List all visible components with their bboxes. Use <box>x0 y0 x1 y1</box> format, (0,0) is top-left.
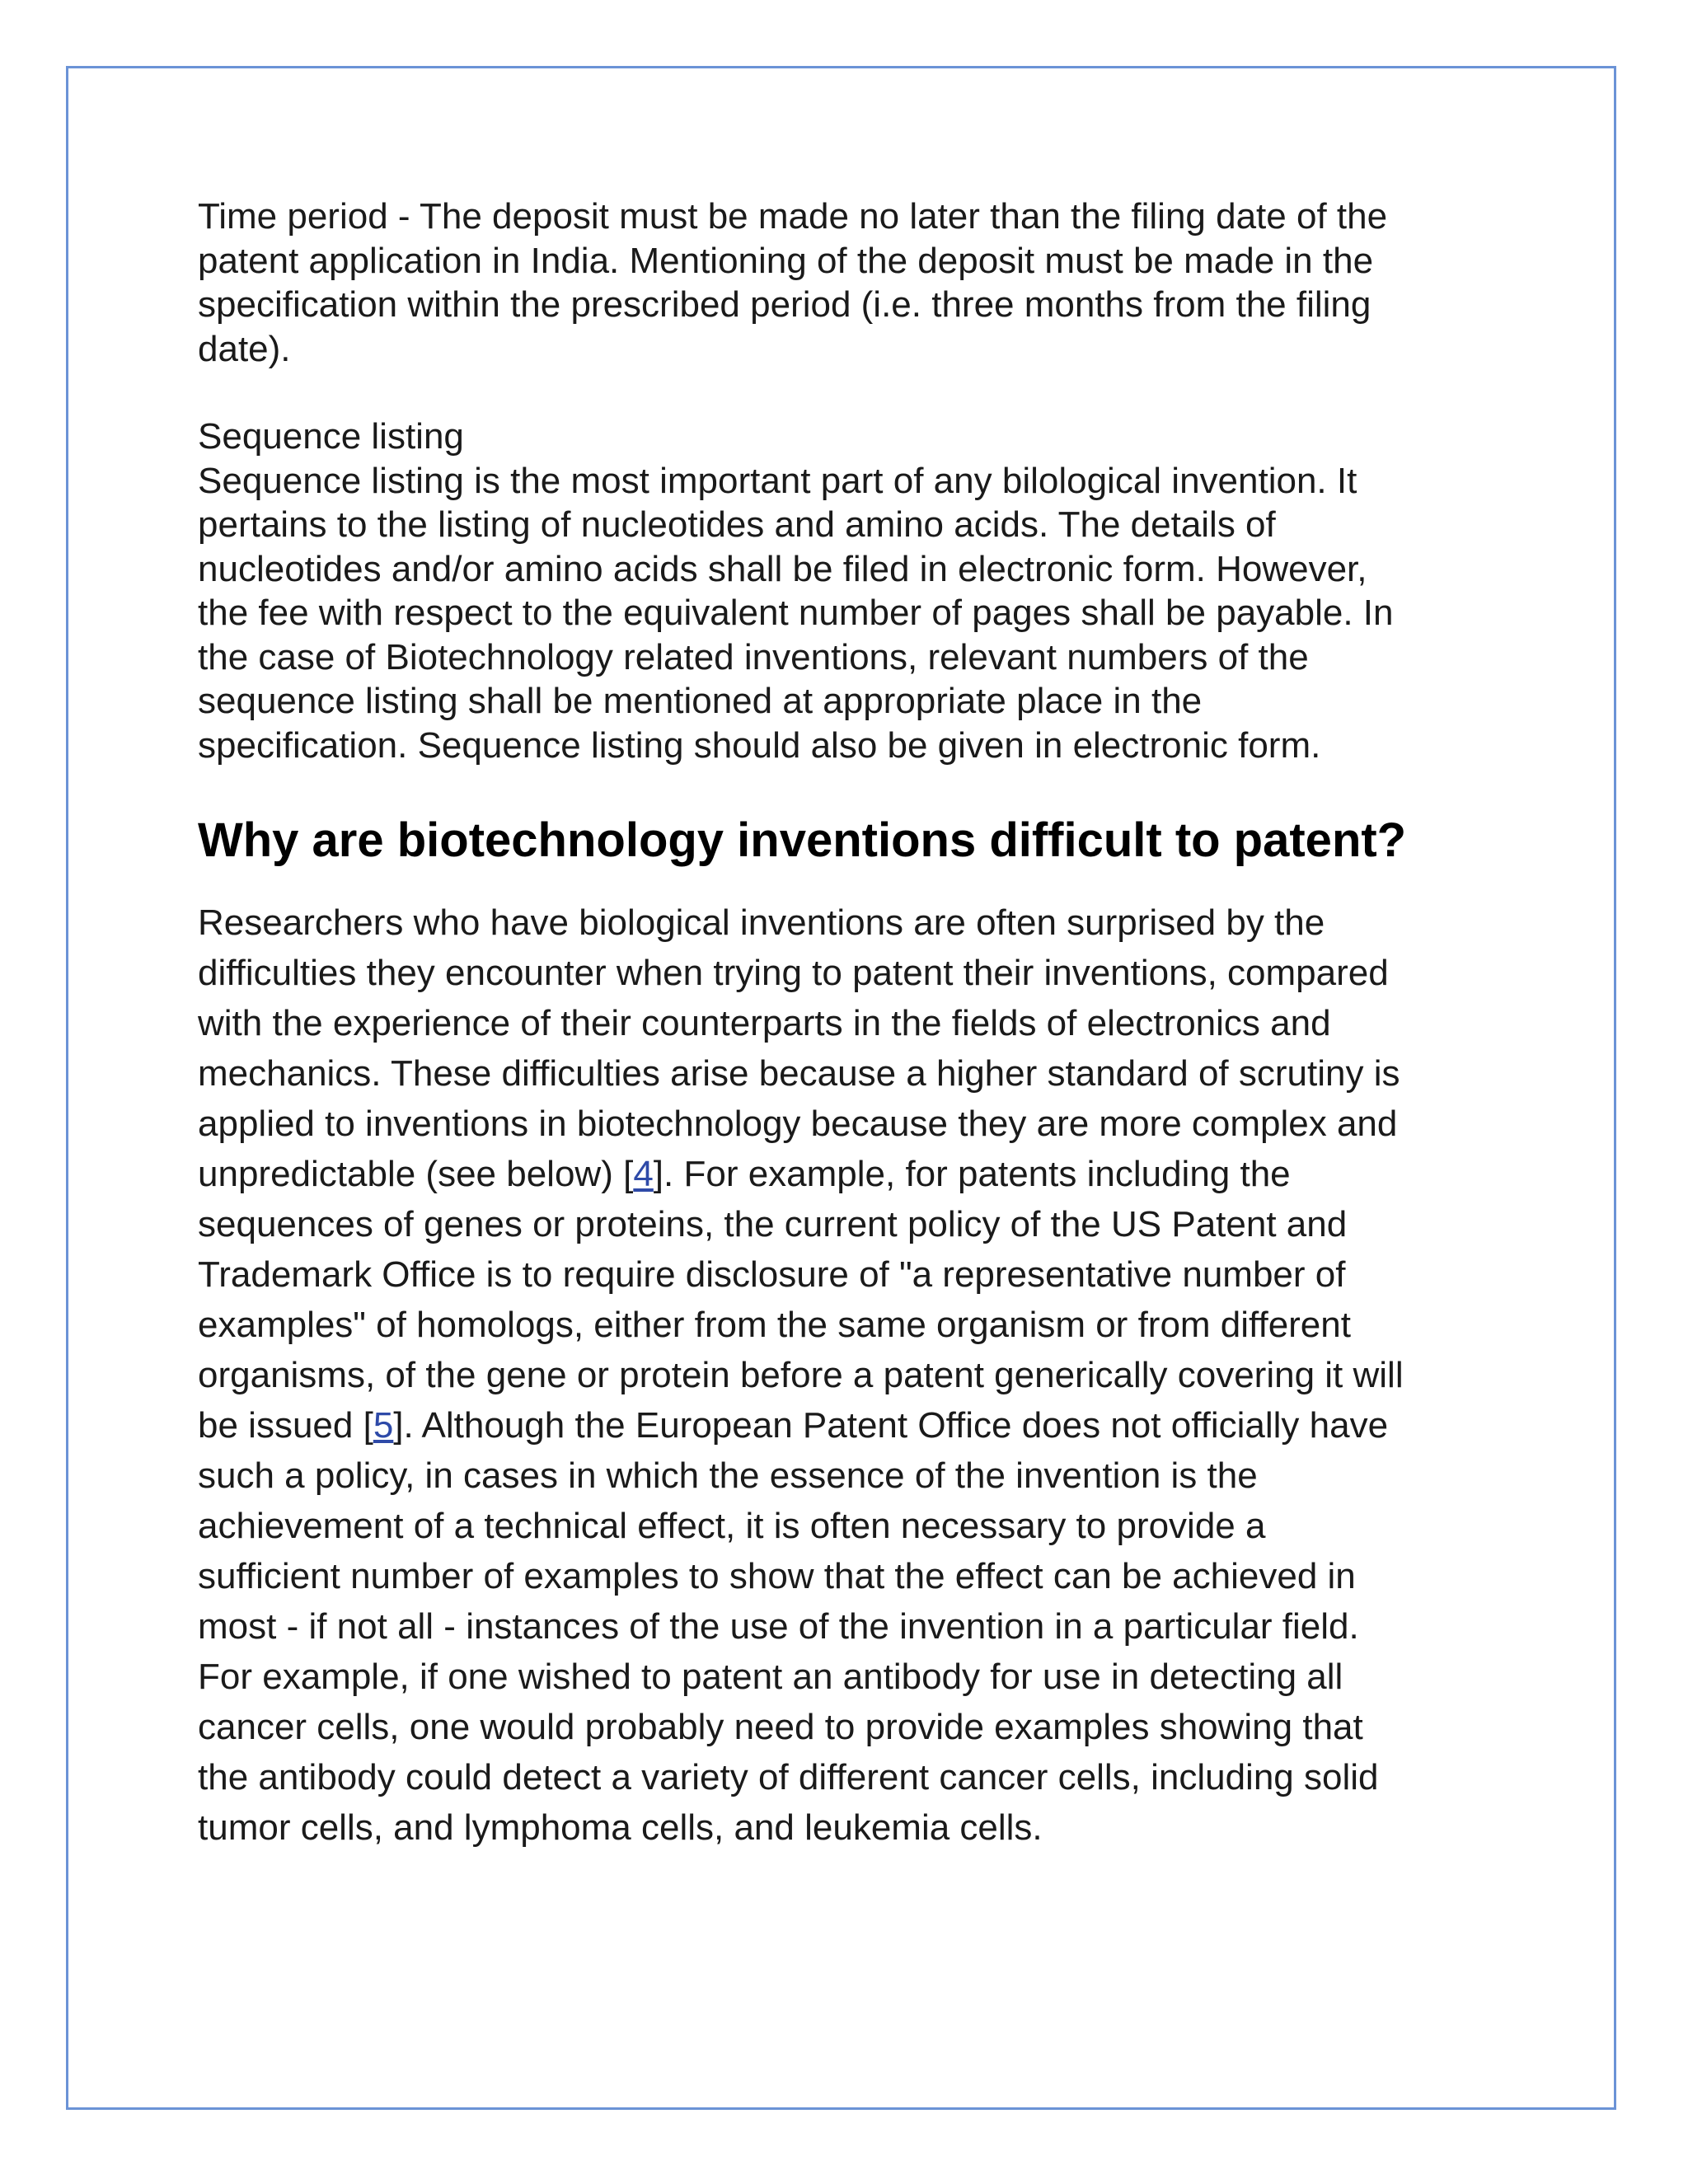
document-content <box>198 194 1517 1853</box>
text-line-with-ref4 <box>198 1149 1517 1199</box>
text-segment: ]. For example, for patents including the <box>653 1154 1291 1194</box>
text-line: mechanics. These difficulties arise because a higher standard of scrutiny is <box>198 1053 1400 1094</box>
sequence-listing-paragraph <box>198 459 1517 768</box>
text-line: applied to inventions in biotechnology because they are more complex and <box>198 1104 1398 1144</box>
text-line: with the experience of their counterparts in the fields of electronics and <box>198 1003 1331 1043</box>
text-line: sequence listing shall be mentioned at appropriate place in the <box>198 681 1203 721</box>
time-period-paragraph <box>198 194 1517 371</box>
text-line: most - if not all - instances of the use of the invention in a particular field. <box>198 1606 1359 1647</box>
text-line: Sequence listing is the most important part of any bilological invention. It <box>198 460 1357 501</box>
text-line: specification within the prescribed period (i.e. three months from the filing <box>198 284 1372 325</box>
reference-link-5[interactable]: 5 <box>373 1405 394 1446</box>
text-line: Time period - The deposit must be made no later than the filing date of the <box>198 196 1388 237</box>
reference-link-4[interactable]: 4 <box>633 1154 654 1194</box>
text-segment: ]. Although the European Patent Office does not officially have <box>393 1405 1389 1446</box>
text-line: the fee with respect to the equivalent number of pages shall be payable. In <box>198 593 1394 633</box>
biotech-patent-paragraph <box>198 898 1517 1853</box>
text-line: examples" of homologs, either from the same organism or from different <box>198 1305 1351 1345</box>
text-line: cancer cells, one would probably need to provide examples showing that <box>198 1707 1363 1747</box>
text-line: the case of Biotechnology related inventions, relevant numbers of the <box>198 636 1309 677</box>
text-line: Researchers who have biological inventions are often surprised by the <box>198 902 1325 943</box>
text-line: For example, if one wished to patent an antibody for use in detecting all <box>198 1657 1343 1697</box>
text-line: such a policy, in cases in which the essence of the invention is the <box>198 1455 1258 1496</box>
text-line: tumor cells, and lymphoma cells, and leukemia cells. <box>198 1807 1043 1848</box>
text-line: specification. Sequence listing should also be given in electronic form. <box>198 724 1321 766</box>
text-line: pertains to the listing of nucleotides and amino acids. The details of <box>198 504 1276 545</box>
text-line: patent application in India. Mentioning of the deposit must be made in the <box>198 240 1374 281</box>
text-line: the antibody could detect a variety of different cancer cells, including solid <box>198 1757 1379 1797</box>
text-line-with-ref5 <box>198 1400 1517 1451</box>
text-line: difficulties they encounter when trying to patent their inventions, compared <box>198 953 1389 993</box>
section-heading: Why are biotechnology inventions difficult to patent? <box>198 813 1407 867</box>
text-line: achievement of a technical effect, it is often necessary to provide a <box>198 1506 1266 1546</box>
text-segment: unpredictable (see below) [ <box>198 1154 634 1194</box>
text-line: organisms, of the gene or protein before a patent generically covering it will <box>198 1355 1404 1395</box>
text-line: sufficient number of examples to show that the effect can be achieved in <box>198 1556 1356 1596</box>
text-line: sequences of genes or proteins, the current policy of the US Patent and <box>198 1204 1348 1244</box>
sequence-listing-title: Sequence listing <box>198 416 464 457</box>
text-line: Trademark Office is to require disclosure of "a representative number of <box>198 1254 1346 1295</box>
text-line: nucleotides and/or amino acids shall be filed in electronic form. However, <box>198 548 1367 589</box>
text-line: date). <box>198 328 291 369</box>
text-segment: be issued [ <box>198 1405 373 1446</box>
